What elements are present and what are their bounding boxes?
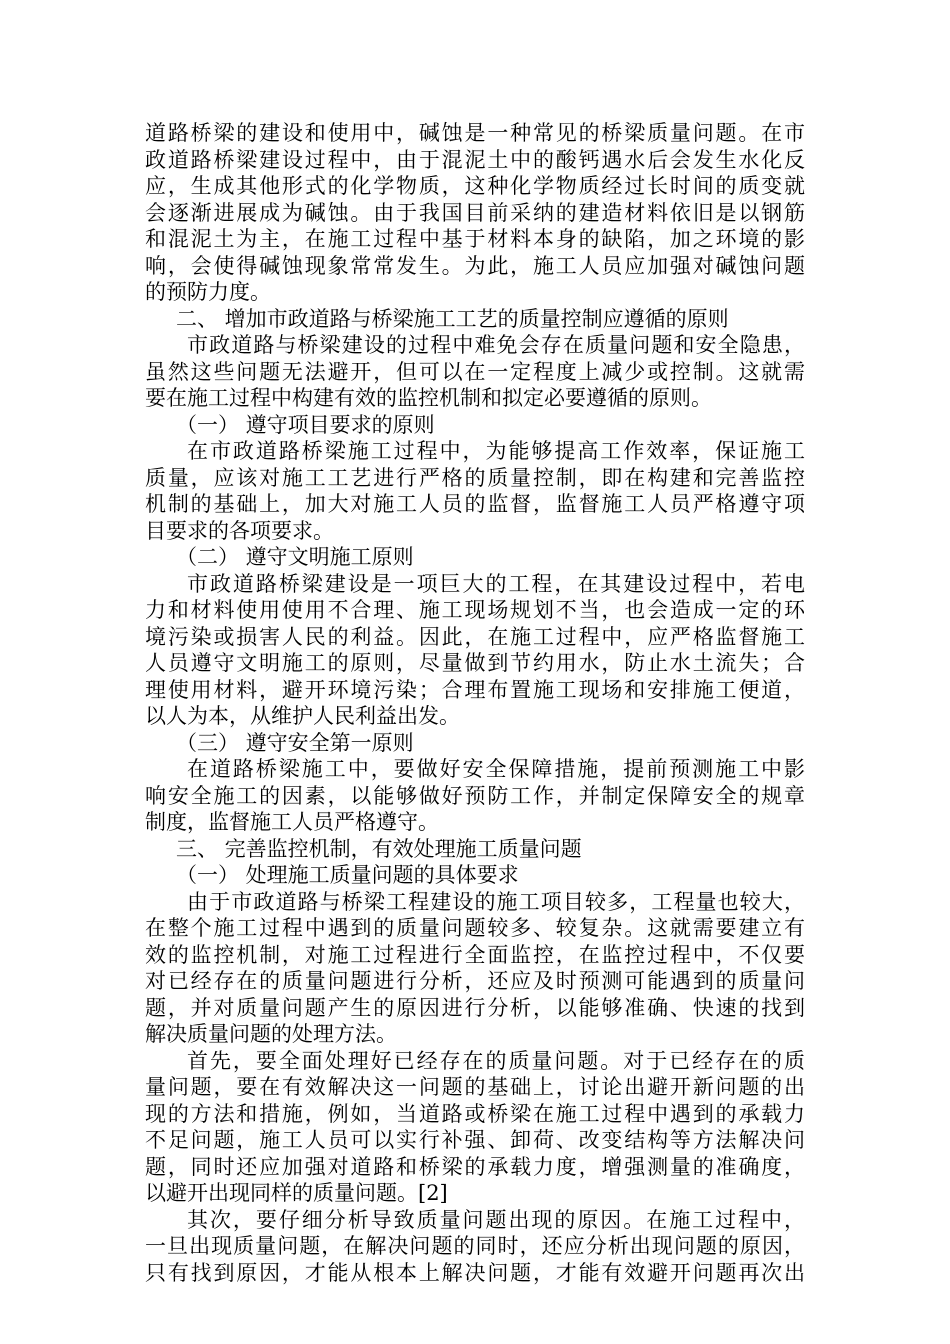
body-text-line: 不足问题，施工人员可以实行补强、卸荷、改变结构等方法解决问 bbox=[145, 1128, 805, 1152]
body-text-line: 效的监控机制，对施工过程进行全面监控，在监控过程中，不仅要 bbox=[145, 942, 805, 967]
body-text-line: 以避开出现同样的质量问题。[2] bbox=[145, 1181, 448, 1205]
body-text-line: 以人为本，从维护人民利益出发。 bbox=[145, 704, 460, 728]
paragraph-first-line: 由于市政道路与桥梁工程建设的施工项目较多，工程量也较大， bbox=[187, 889, 805, 914]
document-page bbox=[145, 120, 805, 1286]
body-text-line: 制度，监督施工人员严格遵守。 bbox=[145, 810, 439, 834]
paragraph-first-line: 市政道路桥梁建设是一项巨大的工程，在其建设过程中，若电 bbox=[187, 571, 805, 596]
body-text-line: 响，会使得碱蚀现象常常发生。为此，施工人员应加强对碱蚀问题 bbox=[145, 253, 805, 278]
body-text-line: 对已经存在的质量问题进行分析，还应及时预测可能遇到的质量问 bbox=[145, 969, 805, 993]
body-text-line: 政道路桥梁建设过程中，由于混泥土中的酸钙遇水后会发生水化反 bbox=[145, 147, 805, 172]
body-text-line: 理使用材料，避开环境污染；合理布置施工现场和安排施工便道， bbox=[145, 677, 805, 702]
subsection-heading: （三） 遵守安全第一原则 bbox=[176, 730, 414, 755]
body-text-line: 要在施工过程中构建有效的监控机制和拟定必要遵循的原则。 bbox=[145, 386, 712, 410]
paragraph-first-line: 市政道路与桥梁建设的过程中难免会存在质量问题和安全隐患， bbox=[187, 333, 805, 357]
paragraph-first-line: 在市政道路桥梁施工过程中，为能够提高工作效率，保证施工 bbox=[187, 439, 805, 463]
section-heading: 三、 完善监控机制，有效处理施工质量问题 bbox=[176, 836, 582, 861]
subsection-heading: （一） 遵守项目要求的原则 bbox=[176, 412, 435, 437]
body-text-line: 解决质量问题的处理方法。 bbox=[145, 1022, 397, 1046]
body-text-line: 在整个施工过程中遇到的质量问题较多、较复杂。这就需要建立有 bbox=[145, 916, 805, 940]
body-text-line: 现的方法和措施，例如，当道路或桥梁在施工过程中遇到的承载力 bbox=[145, 1101, 805, 1126]
body-text-line: 的预防力度。 bbox=[145, 280, 271, 304]
body-text-line: 题，同时还应加强对道路和桥梁的承载力度，增强测量的准确度， bbox=[145, 1154, 805, 1179]
paragraph-first-line: 在道路桥梁施工中，要做好安全保障措施，提前预测施工中影 bbox=[187, 757, 805, 781]
body-text-line: 量问题，要在有效解决这一问题的基础上，讨论出避开新问题的出 bbox=[145, 1075, 805, 1099]
body-text-line: 只有找到原因，才能从根本上解决问题，才能有效避开问题再次出 bbox=[145, 1260, 805, 1285]
body-text-line: 目要求的各项要求。 bbox=[145, 518, 334, 543]
body-text-line: 力和材料使用使用不合理、施工现场规划不当，也会造成一定的环 bbox=[145, 598, 805, 622]
section-heading: 二、 增加市政道路与桥梁施工工艺的质量控制应遵循的原则 bbox=[176, 306, 729, 331]
body-text-line: 一旦出现质量问题，在解决问题的同时，还应分析出现问题的原因， bbox=[145, 1234, 805, 1258]
body-text-line: 响安全施工的因素，以能够做好预防工作，并制定保障安全的规章 bbox=[145, 783, 805, 808]
paragraph-first-line: 其次，要仔细分析导致质量问题出现的原因。在施工过程中， bbox=[187, 1207, 805, 1232]
paragraph-first-line: 首先，要全面处理好已经存在的质量问题。对于已经存在的质 bbox=[187, 1048, 805, 1073]
body-text-line: 人员遵守文明施工的原则，尽量做到节约用水，防止水土流失；合 bbox=[145, 651, 805, 675]
body-text-line: 和混泥土为主，在施工过程中基于材料本身的缺陷，加之环境的影 bbox=[145, 227, 805, 251]
subsection-heading: （一） 处理施工质量问题的具体要求 bbox=[176, 863, 519, 887]
body-text-line: 质量，应该对施工工艺进行严格的质量控制，即在构建和完善监控 bbox=[145, 465, 805, 490]
body-text-line: 道路桥梁的建设和使用中，碱蚀是一种常见的桥梁质量问题。在市 bbox=[145, 121, 805, 145]
body-text-line: 机制的基础上，加大对施工人员的监督，监督施工人员严格遵守项 bbox=[145, 492, 805, 516]
body-text-line: 会逐渐进展成为碱蚀。由于我国目前采纳的建造材料依旧是以钢筋 bbox=[145, 200, 805, 225]
body-text-line: 题，并对质量问题产生的原因进行分析，以能够准确、快速的找到 bbox=[145, 995, 805, 1020]
body-text-line: 境污染或损害人民的利益。因此，在施工过程中，应严格监督施工 bbox=[145, 624, 805, 649]
body-text-line: 应，生成其他形式的化学物质，这种化学物质经过长时间的质变就 bbox=[145, 174, 805, 198]
subsection-heading: （二） 遵守文明施工原则 bbox=[176, 545, 414, 569]
body-text-line: 虽然这些问题无法避开，但可以在一定程度上减少或控制。这就需 bbox=[145, 359, 805, 384]
